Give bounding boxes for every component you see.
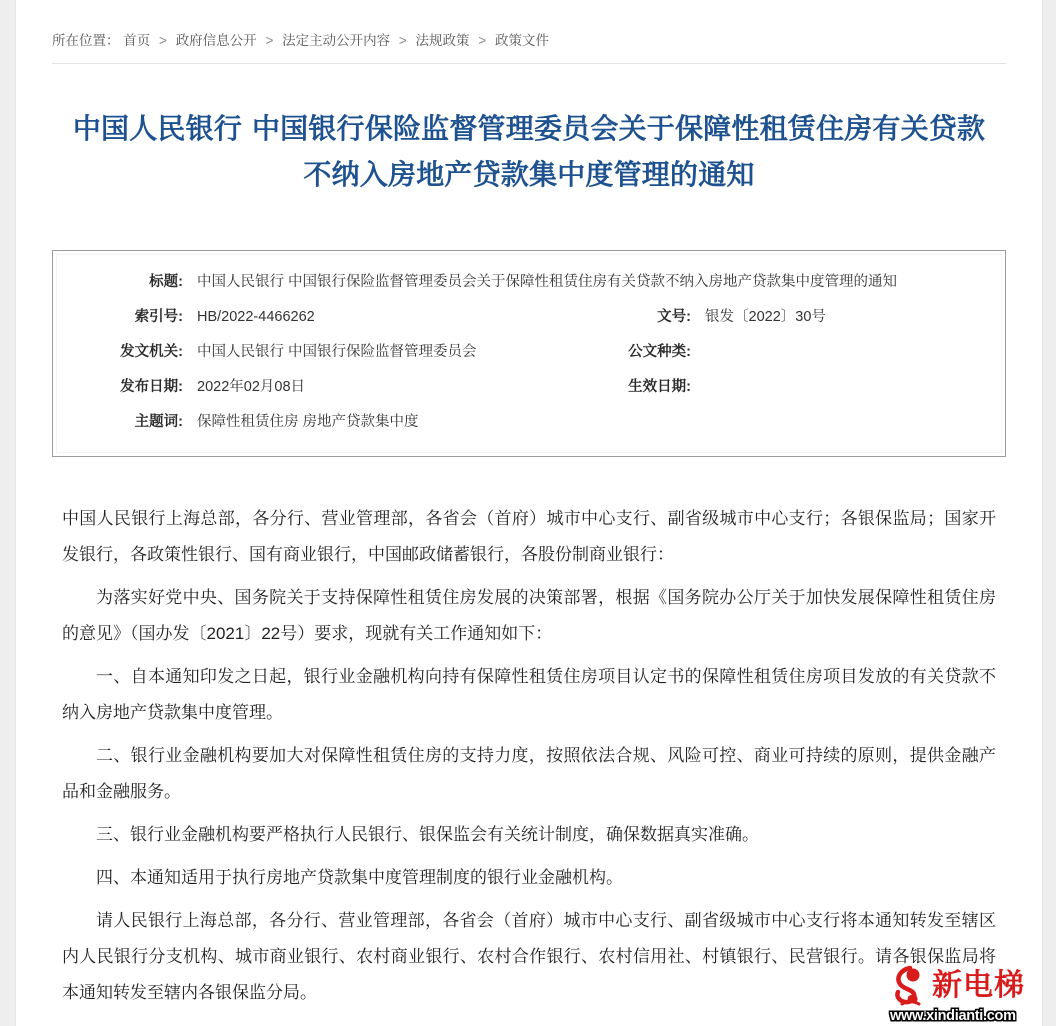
- body-paragraph-article-4: 四、本通知适用于执行房地产贷款集中度管理制度的银行业金融机构。: [96, 868, 623, 887]
- breadcrumb-item-laws-policies[interactable]: 法规政策: [415, 33, 470, 48]
- page-container: [16, 0, 1042, 1026]
- document-metadata-table: [53, 265, 1005, 440]
- page-title: 中国人民银行 中国银行保险监督管理委员会关于保障性租赁住房有关贷款不纳入房地产贷款集中度管理的通知: [72, 112, 986, 191]
- breadcrumb-bar: [52, 0, 1006, 64]
- breadcrumb-item-home[interactable]: 首页: [123, 33, 151, 48]
- meta-label-publish-date: 发布日期:: [120, 379, 183, 395]
- breadcrumb-separator: >: [398, 33, 407, 48]
- breadcrumb: [52, 32, 1006, 50]
- body-paragraph-article-2: 二、银行业金融机构要加大对保障性租赁住房的支持力度，按照依法合规、风险可控、商业可持续的原则，提供金融产品和金融服务。: [62, 746, 996, 801]
- meta-value-issuing-authority: 中国人民银行 中国银行保险监督管理委员会: [197, 344, 477, 360]
- body-paragraph-preamble: 为落实好党中央、国务院关于支持保障性租赁住房发展的决策部署，根据《国务院办公厅关于加快发展保障性租赁住房的意见》（国办发〔2021〕22号）要求，现就有关工作通知如下：: [62, 588, 996, 643]
- meta-value-publish-date: 2022年02月08日: [197, 379, 306, 395]
- meta-label-effective-date: 生效日期:: [628, 379, 691, 395]
- document-body: [52, 501, 1006, 1011]
- meta-label-document-type: 公文种类:: [628, 344, 691, 360]
- breadcrumb-separator: >: [265, 33, 274, 48]
- body-paragraph-article-3: 三、银行业金融机构要严格执行人民银行、银保监会有关统计制度，确保数据真实准确。: [96, 825, 759, 844]
- meta-label-title: 标题:: [149, 274, 183, 290]
- meta-value-document-number: 银发〔2022〕30号: [705, 309, 826, 325]
- meta-label-issuing-authority: 发文机关:: [120, 344, 183, 360]
- meta-value-document-type: [705, 335, 1005, 370]
- document-metadata-box: [52, 250, 1006, 457]
- meta-value-subject-terms: 保障性租赁住房 房地产贷款集中度: [197, 414, 419, 430]
- watermark-url-text: www.xindianti.com: [890, 1008, 1016, 1024]
- body-paragraph-article-1: 一、自本通知印发之日起，银行业金融机构向持有保障性租赁住房项目认定书的保障性租赁住房项目发放的有关贷款不纳入房地产贷款集中度管理。: [62, 667, 996, 722]
- breadcrumb-label: 所在位置：: [52, 33, 120, 48]
- meta-value-effective-date: [705, 370, 1005, 405]
- body-paragraph-recipients: 中国人民银行上海总部，各分行、营业管理部，各省会（首府）城市中心支行、副省级城市中心支行；各银保监局；国家开发银行，各政策性银行、国有商业银行，中国邮政储蓄银行，各股份制商业银行：: [62, 509, 996, 564]
- breadcrumb-item-policy-documents[interactable]: 政策文件: [494, 33, 549, 48]
- breadcrumb-item-government-info[interactable]: 政府信息公开: [175, 33, 257, 48]
- meta-label-subject-terms: 主题词:: [134, 414, 183, 430]
- watermark-brand-text: 新电梯: [932, 968, 1025, 1003]
- meta-value-title: 中国人民银行 中国银行保险监督管理委员会关于保障性租赁住房有关贷款不纳入房地产贷款集中度管理的通知: [197, 274, 898, 290]
- breadcrumb-item-statutory-disclosure[interactable]: 法定主动公开内容: [282, 33, 391, 48]
- table-row: [53, 300, 1005, 335]
- table-row: [53, 370, 1005, 405]
- breadcrumb-separator: >: [478, 33, 487, 48]
- meta-value-index-number: HB/2022-4466262: [197, 309, 315, 325]
- body-paragraph-distribution: 请人民银行上海总部，各分行、营业管理部，各省会（首府）城市中心支行、副省级城市中心支行将本通知转发至辖区内人民银行分支机构、城市商业银行、农村商业银行、农村合作银行、农村信用社、村镇银行、民营银行。请各银保监局将本通知转发至辖内各银保监分局。: [62, 911, 996, 1002]
- meta-label-document-number: 文号:: [657, 309, 691, 325]
- table-row: [53, 335, 1005, 370]
- meta-label-index-number: 索引号:: [134, 309, 183, 325]
- table-row: [53, 405, 1005, 440]
- breadcrumb-separator: >: [159, 33, 167, 48]
- table-row: [53, 265, 1005, 300]
